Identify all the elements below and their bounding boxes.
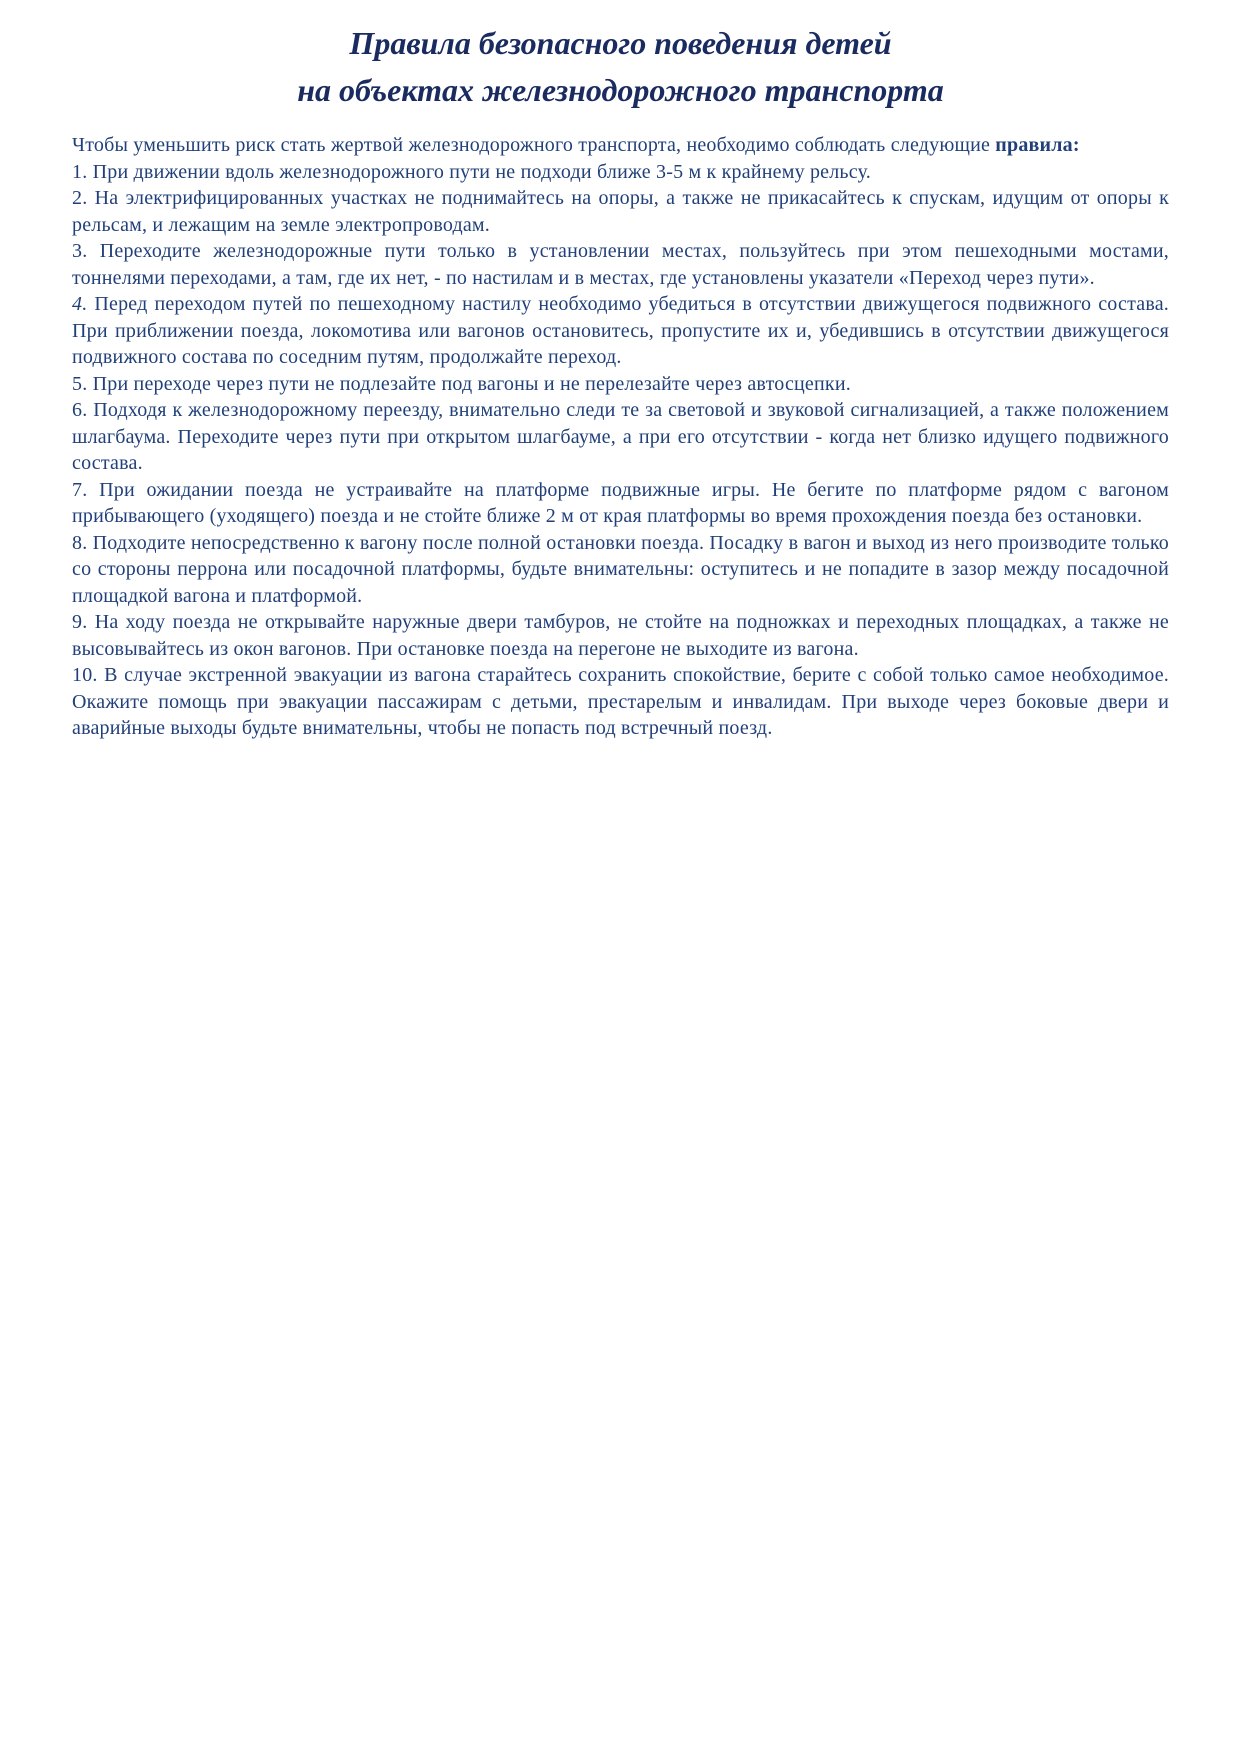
document-title <box>72 20 1169 114</box>
rule-text: При переходе через пути не подлезайте под вагоны и не перелезайте через автосцепки. <box>92 372 851 395</box>
rule-number: 9. <box>72 611 88 633</box>
rule-paragraph-10 <box>72 662 1169 742</box>
intro-paragraph <box>72 132 1169 159</box>
rule-text: На электрифицированных участках не поднимайтесь на опоры, а также не прикасайтесь к спускам, идущим от опоры к рельсам, и лежащим на земле электропроводам. <box>72 187 1169 236</box>
rule-text: Перед переходом путей по пешеходному настилу необходимо убедиться в отсутствии движущегося подвижного состава. При приближении поезда, локомотива или вагонов остановитесь, пропустите их и, убедившись в отсутствии движущегося подвижного состава по соседним путям, продолжайте переход. <box>72 293 1169 368</box>
rule-paragraph-3 <box>72 238 1169 291</box>
rule-number: 6. <box>72 399 88 421</box>
rule-text: Подходя к железнодорожному переезду, внимательно следи те за световой и звуковой сигнализацией, а также положением шлагбаума. Переходите через пути при открытом шлагбауме, а при его отсутствии - когда нет близко идущего подвижного состава. <box>72 399 1170 474</box>
title-line-2: на объектах железнодорожного транспорта <box>297 72 944 108</box>
rule-number: 8. <box>72 531 88 554</box>
rule-text: При движении вдоль железнодорожного пути не подходи ближе 3-5 м к крайнему рельсу. <box>92 160 871 183</box>
rule-text: На ходу поезда не открывайте наружные двери тамбуров, не стойте на подножках и переходных площадках, а также не высовывайтесь из окон вагонов. При остановке поезда на перегоне не выходите из вагона. <box>72 611 1169 660</box>
rule-paragraph-8 <box>72 530 1169 610</box>
rule-paragraph-5 <box>72 371 1169 398</box>
title-line-1: Правила безопасного поведения детей <box>349 25 892 61</box>
rule-text: Подходите непосредственно к вагону после полной остановки поезда. Посадку в вагон и выход из него производите только со стороны перрона или посадочной платформы, будьте внимательны: оступитесь и не попадите в зазор между посадочной площадкой вагона и платформой. <box>72 531 1169 607</box>
rule-number: 10. <box>72 664 98 686</box>
rule-number: 7. <box>72 478 88 501</box>
rule-text: При ожидании поезда не устраивайте на платформе подвижные игры. Не бегите по платформе рядом с вагоном прибывающего (уходящего) поезда и не стойте ближе 2 м от края платформы во время прохождения поезда без остановки. <box>72 478 1169 527</box>
rule-number: 5. <box>72 372 88 395</box>
rule-text: Переходите железнодорожные пути только в установлении местах, пользуйтесь при этом пешеходными мостами, тоннелями переходами, а там, где их нет, - по настилам и в местах, где установлены указатели «Переход через пути». <box>72 240 1169 289</box>
rule-paragraph-2 <box>72 185 1169 238</box>
rule-paragraph-1 <box>72 159 1169 186</box>
intro-text: Чтобы уменьшить риск стать жертвой железнодорожного транспорта, необходимо соблюдать следующие <box>72 134 996 156</box>
intro-bold-word: правила: <box>995 134 1080 156</box>
rule-number: 2. <box>72 187 88 209</box>
rule-paragraph-6 <box>72 397 1169 477</box>
rule-paragraph-9 <box>72 609 1169 662</box>
rule-paragraph-7 <box>72 477 1169 530</box>
rule-text: В случае экстренной эвакуации из вагона старайтесь сохранить спокойствие, берите с собой только самое необходимое. Окажите помощь при эвакуации пассажирам с детьми, престарелым и инвалидам. При выходе через боковые двери и аварийные выходы будьте внимательны, чтобы не попасть под встречный поезд. <box>72 664 1169 739</box>
rule-number: 3. <box>72 240 88 262</box>
rule-paragraph-4 <box>72 291 1169 371</box>
rule-number: 1. <box>72 160 88 183</box>
rule-number: 4. <box>72 293 88 315</box>
